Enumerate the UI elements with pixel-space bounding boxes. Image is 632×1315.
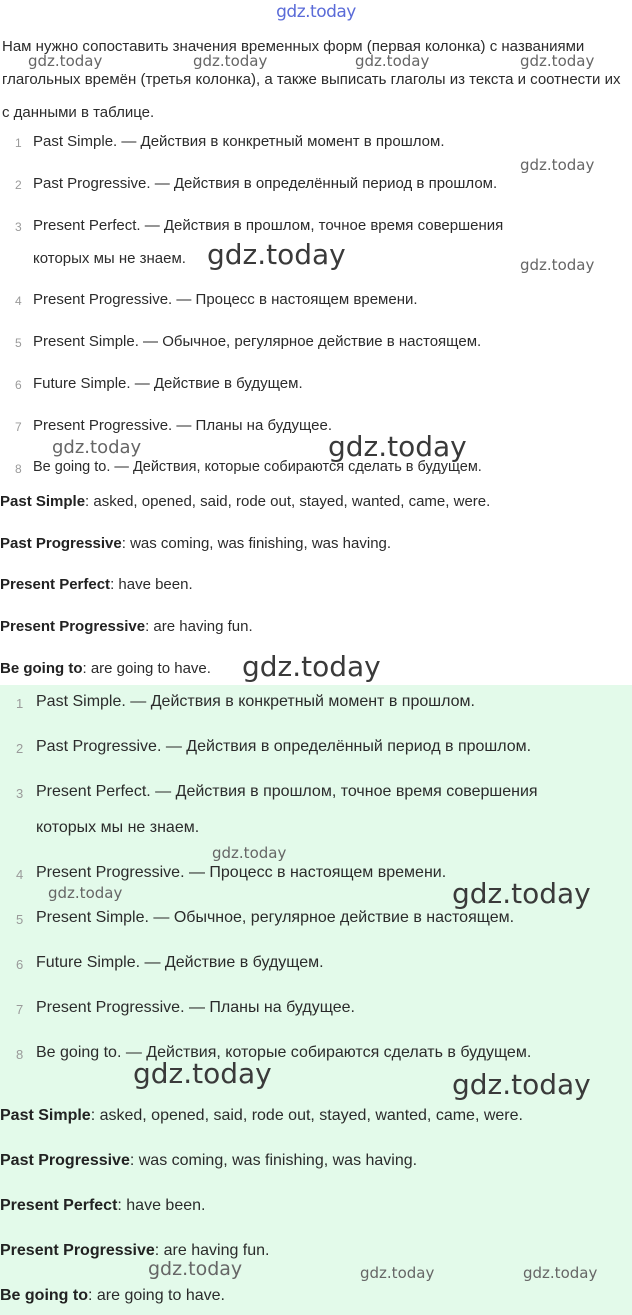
verb-group-label: Be going to: [0, 1287, 88, 1304]
verb-group: [0, 535, 391, 552]
item-number: 3: [16, 786, 24, 801]
item-number: 1: [15, 136, 22, 150]
verb-group-values: : are going to have.: [87, 1287, 225, 1304]
verb-group: [0, 1152, 417, 1170]
item-text: Present Progressive. — Процесс в настоящем времени.: [36, 864, 447, 881]
verb-group-values: : are going to have.: [82, 660, 211, 677]
verb-group: [0, 618, 253, 635]
watermark: gdz.today: [452, 1068, 591, 1101]
item-number: 8: [16, 1047, 24, 1062]
verb-group-label: Be going to: [0, 660, 83, 677]
item-number: 4: [15, 294, 22, 308]
watermark: gdz.today: [242, 650, 381, 683]
item-number: 5: [15, 336, 22, 350]
watermark: gdz.today: [133, 1057, 272, 1090]
watermark: gdz.today: [212, 844, 287, 862]
site-logo[interactable]: gdz.today: [276, 2, 356, 22]
verb-group: [0, 493, 490, 510]
item-number: 4: [16, 867, 24, 882]
verb-group: [0, 1242, 270, 1260]
watermark: gdz.today: [207, 238, 346, 271]
verb-group-values: : have been.: [117, 1197, 206, 1214]
verb-group: [0, 576, 193, 593]
item-number: 3: [15, 220, 22, 234]
item-text: Past Progressive. — Действия в определённый период в прошлом.: [36, 738, 532, 755]
verb-group-values: : was coming, was finishing, was having.: [121, 535, 392, 552]
item-number: 7: [15, 420, 22, 434]
watermark: gdz.today: [520, 256, 595, 274]
item-number: 8: [15, 462, 22, 476]
verb-group-label: Past Simple: [0, 493, 86, 510]
verb-group: [0, 1287, 225, 1305]
item-number: 2: [15, 178, 22, 192]
verb-group: [0, 1107, 523, 1125]
verb-group-label: Past Progressive: [0, 1152, 130, 1169]
verb-group-values: : have been.: [110, 576, 193, 593]
item-text: Present Progressive. — Планы на будущее.: [36, 999, 355, 1016]
item-text: Present Perfect. — Действия в прошлом, точное время совершения: [36, 783, 538, 800]
item-number: 7: [16, 1002, 24, 1017]
watermark: gdz.today: [48, 884, 123, 902]
watermark: gdz.today: [360, 1264, 435, 1282]
item-number: 6: [15, 378, 22, 392]
watermark: gdz.today: [328, 430, 467, 463]
item-number: 6: [16, 957, 24, 972]
watermark: gdz.today: [520, 156, 595, 174]
intro-text: Нам нужно сопоставить значения временных форм (первая колонка) с названиями глагольных времён (третья колонка), а также выписать глаголы из текста и соотнести их с данными в таблице.: [2, 38, 621, 121]
verb-group-label: Present Progressive: [0, 618, 146, 635]
verb-group-values: : are having fun.: [154, 1242, 270, 1259]
item-number: 5: [16, 912, 24, 927]
verb-group-label: Present Progressive: [0, 1242, 155, 1259]
item-text: Present Perfect. — Действия в прошлом, точное время совершения: [33, 217, 504, 234]
verb-group-values: : asked, opened, said, rode out, stayed, wanted, came, were.: [90, 1107, 523, 1124]
item-text-continued: которых мы не знаем.: [33, 250, 186, 267]
item-text: Present Progressive. — Планы на будущее.: [33, 417, 333, 434]
watermark: gdz.today: [523, 1264, 598, 1282]
verb-group-label: Past Simple: [0, 1107, 91, 1124]
watermark: gdz.today: [355, 52, 430, 70]
watermark: gdz.today: [193, 52, 268, 70]
item-number: 1: [16, 696, 24, 711]
watermark: gdz.today: [452, 877, 591, 910]
verb-group-values: : are having fun.: [145, 618, 253, 635]
item-text: Present Simple. — Обычное, регулярное действие в настоящем.: [33, 333, 482, 350]
item-text: Be going to. — Действия, которые собираются сделать в будущем.: [36, 1044, 532, 1061]
item-number: 2: [16, 741, 24, 756]
verb-group: [0, 1197, 205, 1215]
verb-group-values: : was coming, was finishing, was having.: [129, 1152, 418, 1169]
item-text-continued: которых мы не знаем.: [36, 819, 200, 836]
item-text: Past Simple. — Действия в конкретный момент в прошлом.: [33, 133, 445, 150]
watermark: gdz.today: [28, 52, 103, 70]
item-text: Present Simple. — Обычное, регулярное действие в настоящем.: [36, 909, 515, 926]
watermark: gdz.today: [148, 1258, 243, 1280]
verb-group-label: Present Perfect: [0, 1197, 118, 1214]
verb-group-label: Past Progressive: [0, 535, 122, 552]
item-text: Future Simple. — Действие в будущем.: [36, 954, 324, 971]
item-text: Past Progressive. — Действия в определённый период в прошлом.: [33, 175, 498, 192]
watermark: gdz.today: [520, 52, 595, 70]
verb-group-label: Present Perfect: [0, 576, 111, 593]
item-text: Future Simple. — Действие в будущем.: [33, 375, 303, 392]
watermark: gdz.today: [52, 437, 142, 458]
item-text: Be going to. — Действия, которые собираются сделать в будущем.: [33, 459, 482, 475]
item-text: Past Simple. — Действия в конкретный момент в прошлом.: [36, 693, 475, 710]
verb-group: [0, 660, 211, 677]
verb-group-values: : asked, opened, said, rode out, stayed, wanted, came, were.: [85, 493, 491, 510]
item-text: Present Progressive. — Процесс в настоящем времени.: [33, 291, 418, 308]
